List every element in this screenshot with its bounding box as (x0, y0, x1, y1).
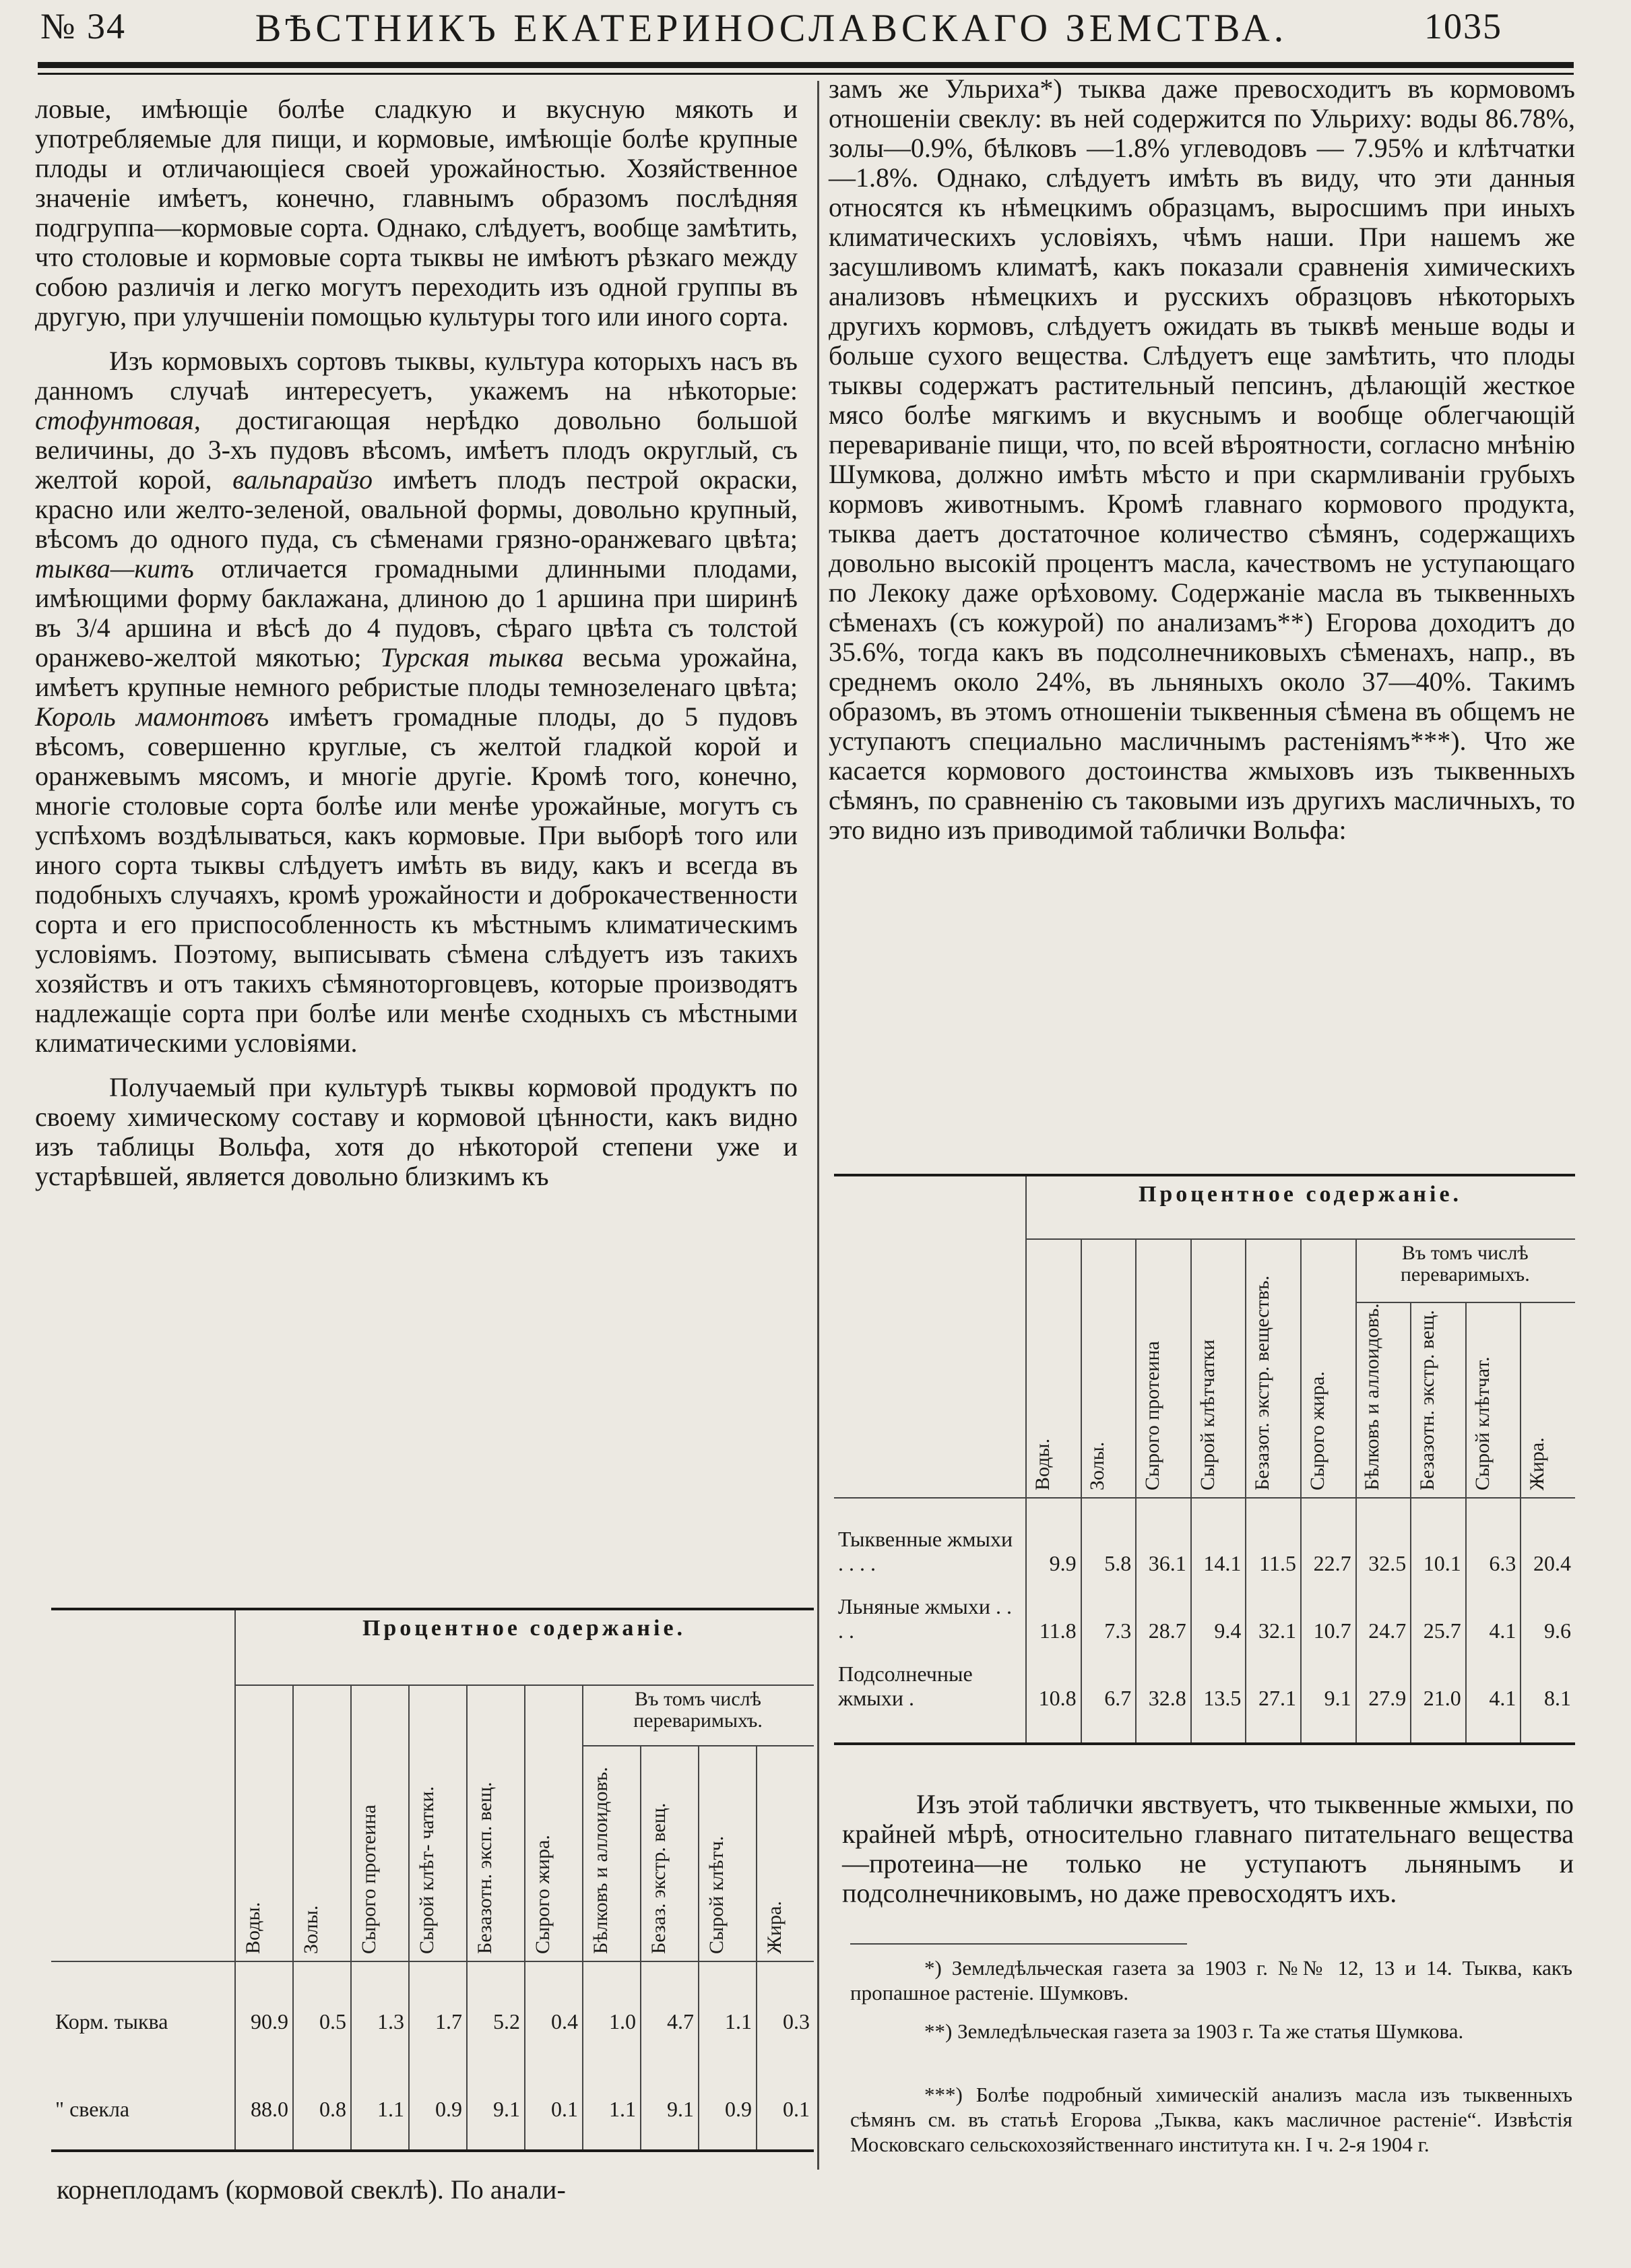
label-separator (1025, 1176, 1027, 1742)
header-rule-thick (38, 62, 1574, 68)
footnote-2: **) Земледѣльческая газета за 1903 г. Та же статья Шумкова. (924, 2019, 1464, 2043)
column-header: Сырой клѣтчатки (1196, 1339, 1219, 1490)
data-cell: 9.1 (667, 2097, 694, 2121)
data-cell: 14.1 (1203, 1551, 1242, 1575)
table-caption: Процентное содержаніе. (362, 1616, 686, 1641)
column-header: Безаз. экстр. вещ. (647, 1802, 670, 1954)
digestible-caption: Въ томъ числѣ переваримыхъ. (1400, 1242, 1530, 1286)
data-cell: 25.7 (1423, 1618, 1461, 1643)
data-cell: 0.5 (319, 2009, 346, 2034)
text-run: весьма урожайна, имѣетъ крупные немного ребристые плоды темнозеленаго цвѣта; (35, 642, 798, 702)
text-run: Изъ кормовыхъ сортовъ тыквы, культура которыхъ насъ въ данномъ случаѣ интересуетъ, укажемъ на нѣкоторые: (35, 346, 798, 406)
column-header: Сырого жира. (1306, 1371, 1329, 1490)
data-cell: 22.7 (1313, 1551, 1351, 1575)
data-cell: 1.1 (377, 2097, 404, 2121)
data-cell: 1.3 (377, 2009, 404, 2034)
row-label: Корм. тыква (55, 2009, 168, 2034)
data-cell: 36.1 (1148, 1551, 1186, 1575)
data-cell: 32.5 (1368, 1551, 1407, 1575)
data-cell: 9.1 (1324, 1686, 1351, 1710)
data-cell: 9.9 (1049, 1551, 1077, 1575)
column-header: Сырой клѣтч. (705, 1835, 728, 1954)
data-cell: 5.8 (1104, 1551, 1132, 1575)
text-run: имѣетъ громадные плоды, до 5 пудовъ вѣсомъ, совершенно круглые, съ желтой гладкой корой и оранжевымъ мясомъ, и многіе другіе. Кромѣ того, конечно, многіе столовые сорта болѣе или менѣе урожайные, могутъ съ успѣхомъ воздѣлываться, какъ кормовые. При выборѣ того или иного сорта тыквы слѣдуетъ имѣть въ виду, какъ и всегда въ подобныхъ случаяхъ, кромѣ урожайности и доброкачественности сорта и его приспособленность къ мѣстнымъ климатическимъ условіямъ. Поэтому, выписывать сѣмена слѣдуетъ изъ такихъ хозяйствъ и отъ такихъ сѣмяноторговцевъ, которые производятъ надлежащіе сорта при болѣе или менѣе сходныхъ съ мѣстными климатическими условіями. (35, 701, 798, 1058)
column-separator (582, 1684, 583, 2149)
data-cell: 4.7 (667, 2009, 694, 2034)
data-cell: 32.1 (1258, 1618, 1296, 1643)
data-cell: 10.7 (1313, 1618, 1351, 1643)
column-header: Безазот. экстр. веществъ. (1251, 1275, 1274, 1490)
data-cell: 6.7 (1104, 1686, 1132, 1710)
variety-name: вальпарайзо (232, 464, 373, 495)
text-run: имѣетъ плодъ пестрой окраски, красно или желто-зеленой, овальной формы, довольно крупный, вѣсомъ до одного пуда, съ сѣменами грязно-оранжеваго цвѣта; (35, 464, 798, 554)
data-cell: 7.3 (1104, 1618, 1132, 1643)
data-cell: 10.8 (1038, 1686, 1077, 1710)
data-cell: 20.4 (1533, 1551, 1571, 1575)
left-bottom-line: корнеплодамъ (кормовой свеклѣ). По анали- (57, 2174, 566, 2205)
column-separator (524, 1684, 525, 2149)
right-paragraph-1: замъ же Ульриха*) тыква даже превосходитъ въ кормовомъ отношеніи свеклу: въ ней содержится по Ульриху: воды 86.78%, золы—0.9%, бѣлковъ —1.8% углеводовъ — 7.95% и клѣтчатки—1.8%. Однако, слѣдуетъ имѣть въ виду, что эти данныя относятся къ нѣмецкимъ образцамъ, выросшимъ при иныхъ климатическихъ условіяхъ, чѣмъ наши. При нашемъ же засушливомъ климатѣ, какъ показали сравненія химическихъ анализовъ нѣмецкихъ и русскихъ образцовъ нѣкоторыхъ другихъ кормовъ, слѣдуетъ ожидать въ тыквѣ меньше воды и больше сухого вещества. Слѣдуетъ еще замѣтить, что плоды тыквы содержатъ растительный пепсинъ, дѣлающій жесткое мясо болѣе мягкимъ и вкуснымъ и вообще облегчающій перевариваніе пищи, что, по всей вѣроятности, согласно мнѣнію Шумкова, должно имѣть мѣсто и при скармливаніи грубыхъ кормовъ животнымъ. Кромѣ главнаго кормового продукта, тыква даетъ достаточное количество сѣмянъ, содержащихъ довольно высокій процентъ масла, качествомъ не уступающаго по Лекоку даже орѣховому. Содержаніе масла въ тыквенныхъ сѣменахъ (съ кожурой) по анализамъ**) Егорова доходитъ до 35.6%, тогда какъ въ подсолнечниковыхъ сѣменахъ, напр., въ среднемъ около 24%, въ льняныхъ около 37—40%. Такимъ образомъ, въ этомъ отношеніи тыквенныя сѣмена въ общемъ не уступаютъ специально масличнымъ растеніямъ***). Что же касается кормового достоинства жмыховъ изъ тыквенныхъ сѣмянъ, по сравненію съ таковыми изъ другихъ масличныхъ, то это видно изъ приводимой таблички Вольфа: (829, 73, 1575, 845)
data-cell: 0.9 (435, 2097, 462, 2121)
column-header: Воды. (1031, 1438, 1054, 1490)
label-separator (234, 1610, 236, 2149)
column-header: Безазотн. эксп. вещ. (474, 1782, 496, 1954)
issue-number: № 34 (40, 6, 127, 46)
column-separator (1300, 1238, 1302, 1742)
digestible-caption: Въ томъ числѣ переваримыхъ. (633, 1688, 763, 1732)
row-label: Тыквенные жмыхи . . . . (838, 1527, 1013, 1575)
data-cell: 1.0 (609, 2009, 636, 2034)
left-paragraph-1: ловые, имѣющіе болѣе сладкую и вкусную мякоть и употребляемые для пищи, и кормовые, имѣющіе болѣе крупные плоды и отличающіеся своей урожайностью. Хозяйственное значеніе имѣетъ, конечно, главнымъ образомъ послѣдняя подгруппа—кормовые сорта. Однако, слѣдуетъ, вообще замѣтить, что столовые и кормовые сорта тыквы не имѣютъ рѣзкаго между собою различія и легко могутъ переходить изъ одной группы въ другую, при улучшеніи помощью культуры того или иного сорта. (35, 94, 798, 332)
left-paragraph-3: Получаемый при культурѣ тыквы кормовой продуктъ по своему химическому составу и кормовой цѣнности, какъ видно изъ таблицы Вольфа, хотя до нѣкоторой степени уже и устарѣвшей, является довольно близкимъ къ (35, 1072, 798, 1191)
data-cell: 0.1 (551, 2097, 578, 2121)
data-cell: 9.1 (493, 2097, 520, 2121)
header-rule (834, 1497, 1575, 1499)
data-cell: 90.9 (251, 2009, 288, 2034)
data-cell: 0.9 (725, 2097, 752, 2121)
data-cell: 11.5 (1259, 1551, 1296, 1575)
text-run: , достигающая нерѣдко довольно большой величины, до 3-хъ пудовъ вѣсомъ, имѣетъ плодъ округлый, съ желтой корой, (35, 405, 798, 495)
column-separator (292, 1684, 294, 2149)
column-header: Сырого жира. (532, 1835, 554, 1954)
data-cell: 27.1 (1258, 1686, 1296, 1710)
column-separator (1410, 1302, 1411, 1742)
data-cell: 88.0 (251, 2097, 288, 2121)
data-cell: 0.4 (551, 2009, 578, 2034)
column-header: Сырого протеина (1141, 1341, 1163, 1490)
row-label: Подсолнечные жмыхи . (838, 1662, 973, 1710)
footnote-1: *) Земледѣльческая газета за 1903 г. №№ 12, 13 и 14. Тыква, какъ пропашное растеніе. Шумковъ. (850, 1956, 1572, 2005)
column-header: Воды. (242, 1901, 264, 1954)
column-separator (1355, 1238, 1357, 1742)
row-label: Льняные жмыхи . . . . (838, 1594, 1012, 1643)
variety-name: Король мамонтовъ (35, 701, 269, 732)
column-divider (817, 81, 819, 2170)
footnote-rule (850, 1943, 1187, 1945)
column-separator (1245, 1238, 1246, 1742)
data-cell: 1.7 (435, 2009, 462, 2034)
data-cell: 4.1 (1489, 1618, 1516, 1643)
data-cell: 28.7 (1148, 1618, 1186, 1643)
table-pumpkin-beet (51, 1608, 814, 2152)
data-cell: 11.8 (1039, 1618, 1077, 1643)
column-separator (408, 1684, 410, 2149)
data-cell: 9.6 (1543, 1618, 1571, 1643)
text-run: отличается громадными длинными плодами, имѣющими форму баклажана, длиною до 1 аршина при ширинѣ въ 3/4 аршина и вѣсѣ до 4 пудовъ, сѣраго цвѣта съ толстой оранжево-желтой мякотью; (35, 553, 798, 672)
page-header (40, 5, 1502, 53)
footnote-3: ***) Болѣе подробный химическій анализъ масла изъ тыквенныхъ сѣмянъ см. въ статьѣ Егорова „Тыква, какъ масличное растеніе“. Извѣстія Московскаго сельскохозяйственнаго института кн. I ч. 2-я 1904 г. (850, 2083, 1572, 2156)
table-oilcakes (834, 1174, 1575, 1745)
data-cell: 27.9 (1368, 1686, 1407, 1710)
data-cell: 8.1 (1543, 1686, 1571, 1710)
header-rule (51, 1961, 814, 1962)
page-number: 1035 (1424, 6, 1502, 46)
data-cell: 0.3 (783, 2009, 810, 2034)
column-header: Золы. (300, 1905, 322, 1954)
right-column (829, 74, 1575, 845)
variety-name: стофунтовая (35, 405, 194, 435)
data-cell: 5.2 (493, 2009, 520, 2034)
column-header: Сырой клѣт- чатки. (416, 1786, 438, 1954)
column-separator (1520, 1302, 1521, 1742)
column-header: Сырого протеина (358, 1804, 380, 1954)
data-cell: 1.1 (609, 2097, 636, 2121)
data-cell: 10.1 (1423, 1551, 1461, 1575)
data-cell: 13.5 (1203, 1686, 1242, 1710)
column-separator (1465, 1302, 1467, 1742)
data-cell: 24.7 (1368, 1618, 1407, 1643)
data-cell: 32.8 (1148, 1686, 1186, 1710)
column-separator (640, 1745, 641, 2149)
right-paragraph-2: Изъ этой таблички явствуетъ, что тыквенные жмыхи, по крайней мѣрѣ, относительно главнаго питательнаго вещества—протеина—не только не уступаютъ льнянымъ и подсолнечниковымъ, но даже превосходятъ ихъ. (842, 1789, 1574, 1908)
column-header: Безазотн. экстр. вещ. (1416, 1310, 1438, 1490)
variety-name: тыква—китъ (35, 553, 194, 584)
data-cell: 1.1 (725, 2009, 752, 2034)
variety-name: Турская тыква (380, 642, 564, 672)
column-separator (1081, 1238, 1082, 1742)
column-header: Жира. (763, 1901, 786, 1954)
column-separator (756, 1745, 757, 2149)
column-separator (1190, 1238, 1192, 1742)
data-cell: 9.4 (1214, 1618, 1242, 1643)
data-cell: 21.0 (1423, 1686, 1461, 1710)
column-separator (350, 1684, 352, 2149)
column-separator (1135, 1238, 1137, 1742)
table-caption: Процентное содержаніе. (1138, 1182, 1463, 1207)
column-header: Жира. (1526, 1437, 1549, 1490)
data-cell: 6.3 (1489, 1551, 1516, 1575)
left-column (35, 94, 798, 1191)
column-header: Бѣлковъ и аллоидовъ. (1361, 1303, 1384, 1490)
data-cell: 0.8 (319, 2097, 346, 2121)
column-separator (466, 1684, 468, 2149)
data-cell: 4.1 (1489, 1686, 1516, 1710)
column-header: Сырой клѣтчат. (1471, 1356, 1494, 1490)
left-paragraph-2 (35, 346, 798, 1058)
row-label: " свекла (55, 2097, 130, 2121)
journal-title: ВѢСТНИКЪ ЕКАТЕРИНОСЛАВСКАГО ЗЕМСТВА. (255, 6, 1288, 50)
data-cell: 0.1 (783, 2097, 810, 2121)
column-separator (698, 1745, 699, 2149)
column-header: Бѣлковъ и аллоидовъ. (589, 1767, 612, 1954)
column-header: Золы. (1086, 1441, 1109, 1490)
